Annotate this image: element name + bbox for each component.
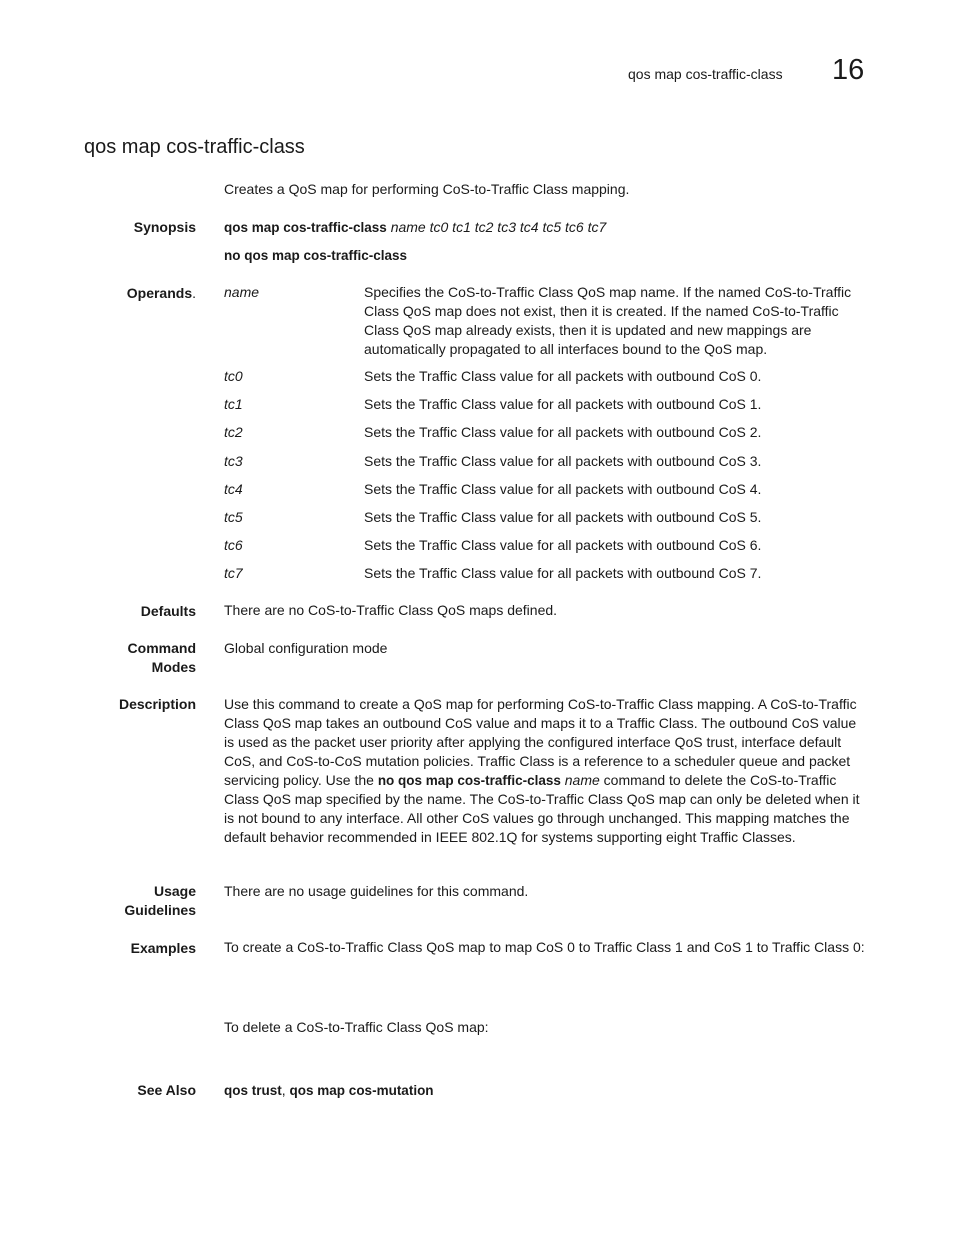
operand-name: tc3 bbox=[224, 453, 243, 469]
operand-name: tc6 bbox=[224, 537, 243, 553]
operand-name: tc0 bbox=[224, 368, 243, 384]
synopsis-command bbox=[224, 218, 870, 237]
operand-desc: Sets the Traffic Class value for all packets with outbound CoS 3. bbox=[364, 453, 762, 469]
operand-name: tc5 bbox=[224, 509, 243, 525]
description-text: Use this command to create a QoS map for performing CoS-to-Traffic Class mapping. A CoS-to-Traffic Class QoS map takes an outbound CoS value and maps it to a Traffic Class. The outbound CoS value is used as the packet user priority after applying the configured interface QoS trust, interface default CoS, and CoS-to-CoS mutation policies. Traffic Class is a reference to a scheduler queue and packet servicing policy. Use the no qos map cos-traffic-class name command to delete the CoS-to-Traffic Class QoS map specified by the name. The CoS-to-Traffic Class QoS map can only be deleted when it is not bound to any interface. All other CoS values go through unchanged. This mapping matches the default behavior recommended in IEEE 802.1Q for systems supporting eight Traffic Classes. bbox=[224, 696, 860, 845]
operand-desc: Sets the Traffic Class value for all packets with outbound CoS 7. bbox=[364, 565, 762, 581]
defaults-text: There are no CoS-to-Traffic Class QoS maps defined. bbox=[224, 602, 558, 618]
chapter-number: 16 bbox=[832, 54, 865, 86]
synopsis-no-command-keyword: no qos map cos-traffic-class bbox=[224, 248, 408, 263]
description-command: no qos map cos-traffic-class bbox=[377, 773, 561, 788]
operand-desc: Specifies the CoS-to-Traffic Class QoS map name. If the named CoS-to-Traffic Class QoS map does not exist, then it is created. If the named CoS-to-Traffic Class QoS map already exists, then it is updated and new mappings are automatically propagated to all interfaces bound to the QoS map. bbox=[364, 284, 852, 357]
command-modes-label: Command Modes bbox=[127, 640, 196, 675]
command-modes-text: Global configuration mode bbox=[224, 640, 388, 656]
see-also-link-qos-map-cos-mutation[interactable]: qos map cos-mutation bbox=[289, 1083, 434, 1098]
examples-text-create: To create a CoS-to-Traffic Class QoS map to map CoS 0 to Traffic Class 1 and CoS 1 to Traffic Class 0: bbox=[224, 939, 865, 955]
usage-guidelines-text: There are no usage guidelines for this command. bbox=[224, 883, 529, 899]
synopsis-command-keyword: qos map cos-traffic-class bbox=[224, 220, 387, 235]
synopsis-no-command bbox=[224, 246, 870, 265]
operand-desc: Sets the Traffic Class value for all packets with outbound CoS 1. bbox=[364, 396, 762, 412]
usage-guidelines-label: Usage Guidelines bbox=[124, 883, 196, 918]
operand-name: tc1 bbox=[224, 396, 243, 412]
see-also-link-qos-trust[interactable]: qos trust bbox=[224, 1083, 282, 1098]
operand-desc: Sets the Traffic Class value for all packets with outbound CoS 4. bbox=[364, 481, 762, 497]
examples-text-delete: To delete a CoS-to-Traffic Class QoS map: bbox=[224, 1019, 489, 1035]
running-header-title: qos map cos-traffic-class bbox=[628, 66, 783, 82]
defaults-label: Defaults bbox=[140, 603, 196, 619]
see-also-links: qos trust, qos map cos-mutation bbox=[224, 1082, 434, 1098]
operand-name: name bbox=[224, 284, 260, 300]
operand-name: tc4 bbox=[224, 481, 243, 497]
operand-desc: Sets the Traffic Class value for all packets with outbound CoS 5. bbox=[364, 509, 762, 525]
operand-desc: Sets the Traffic Class value for all packets with outbound CoS 0. bbox=[364, 368, 762, 384]
operands-label: Operands. bbox=[126, 285, 196, 301]
synopsis-label: Synopsis bbox=[133, 219, 196, 235]
see-also-label: See Also bbox=[137, 1082, 196, 1098]
operand-name: tc7 bbox=[224, 565, 243, 581]
synopsis-command-args: name tc0 tc1 tc2 tc3 tc4 tc5 tc6 tc7 bbox=[386, 219, 607, 235]
operand-name: tc2 bbox=[224, 424, 243, 440]
section-title: qos map cos-traffic-class bbox=[84, 136, 305, 158]
operand-desc: Sets the Traffic Class value for all packets with outbound CoS 2. bbox=[364, 424, 762, 440]
examples-label: Examples bbox=[130, 940, 196, 956]
description-label: Description bbox=[118, 696, 196, 712]
operand-desc: Sets the Traffic Class value for all packets with outbound CoS 6. bbox=[364, 537, 762, 553]
intro-text: Creates a QoS map for performing CoS-to-Traffic Class mapping. bbox=[224, 181, 630, 197]
